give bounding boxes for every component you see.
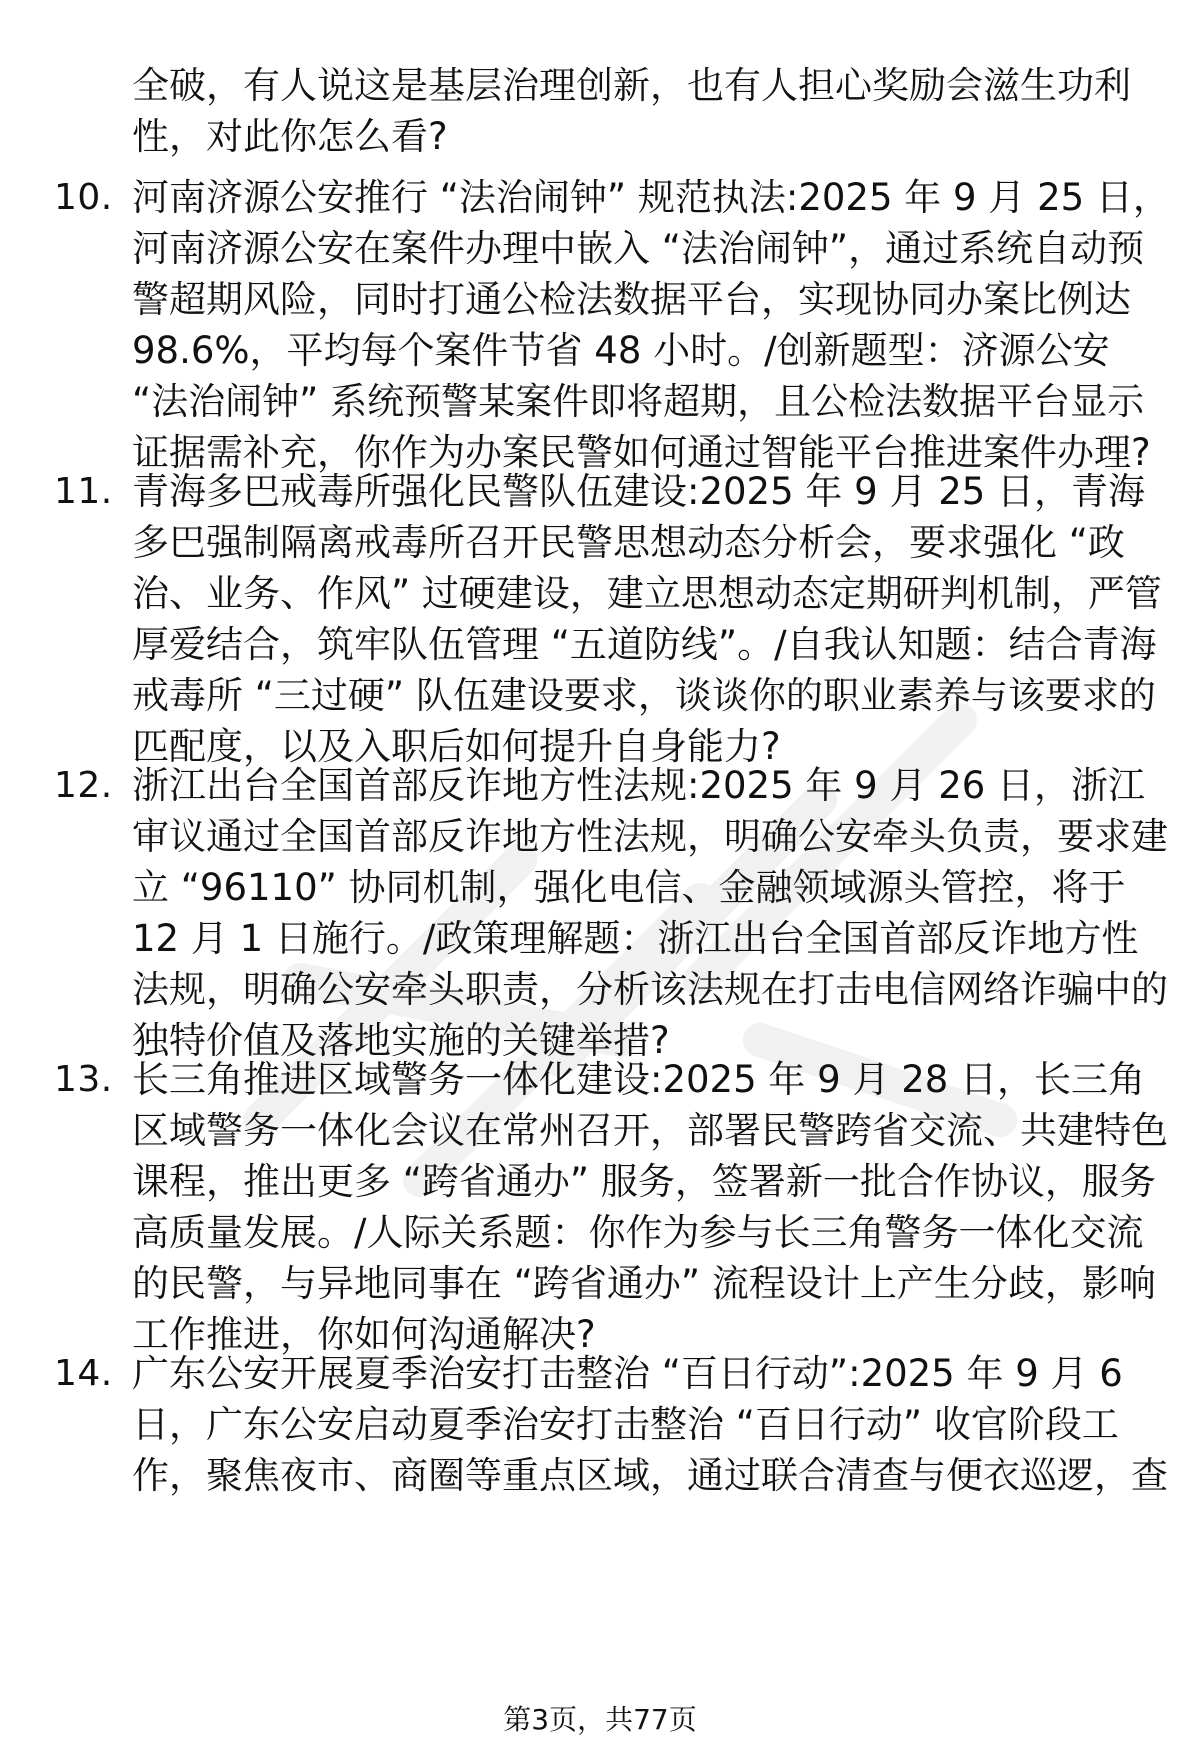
item-number: 12. [54, 765, 113, 806]
item-text: 河南济源公安推行 “法治闹钟” 规范执法:2025 年 9 月 25 日，河南济源公安在案件办理中嵌入 “法治闹钟”，通过系统自动预警超期风险，同时打通公检法数据平台，实现协同办案比例达 98.6%，平均每个案件节省 48 小时。/创新题型：济源公安 “法治闹钟” 系统预警某案件即将超期，且公检法数据平台显示证据需补充，你作为办案民警如何通过智能平台推进案件办理? [132, 176, 1170, 474]
item-number: 11. [54, 471, 113, 512]
item-number: 13. [54, 1059, 113, 1100]
item-text: 广东公安开展夏季治安打击整治 “百日行动”:2025 年 9 月 6 日，广东公安启动夏季治安打击整治 “百日行动” 收官阶段工作，聚焦夜市、商圈等重点区域，通过联合清查与便衣巡逻，查 [132, 1352, 1168, 1497]
item-text: 长三角推进区域警务一体化建设:2025 年 9 月 28 日，长三角区域警务一体化会议在常州召开，部署民警跨省交流、共建特色课程，推出更多 “跨省通办” 服务，签署新一批合作协议，服务高质量发展。/人际关系题：你作为参与长三角警务一体化交流的民警，与异地同事在 “跨省通办” 流程设计上产生分歧，影响工作推进，你如何沟通解决? [132, 1058, 1168, 1356]
continuation-paragraph: 全破，有人说这是基层治理创新，也有人担心奖励会滋生功利性，对此你怎么看? [132, 64, 1131, 158]
item-number: 14. [54, 1353, 113, 1394]
item-text: 浙江出台全国首部反诈地方性法规:2025 年 9 月 26 日，浙江审议通过全国首部反诈地方性法规，明确公安牵头负责，要求建立 “96110” 协同机制，强化电信、金融领域源头管控，将于 12 月 1 日施行。/政策理解题：浙江出台全国首部反诈地方性法规，明确公安牵头职责，分析该法规在打击电信网络诈骗中的独特价值及落地实施的关键举措? [132, 764, 1168, 1062]
page-footer: 第3页，共77页 [503, 1703, 697, 1736]
item-text: 青海多巴戒毒所强化民警队伍建设:2025 年 9 月 25 日，青海多巴强制隔离戒毒所召开民警思想动态分析会，要求强化 “政治、业务、作风” 过硬建设，建立思想动态定期研判机制，严管厚爱结合，筑牢队伍管理 “五道防线”。/自我认知题：结合青海戒毒所 “三过硬” 队伍建设要求，谈谈你的职业素养与该要求的匹配度，以及入职后如何提升自身能力? [132, 470, 1162, 768]
item-number: 10. [54, 177, 113, 218]
